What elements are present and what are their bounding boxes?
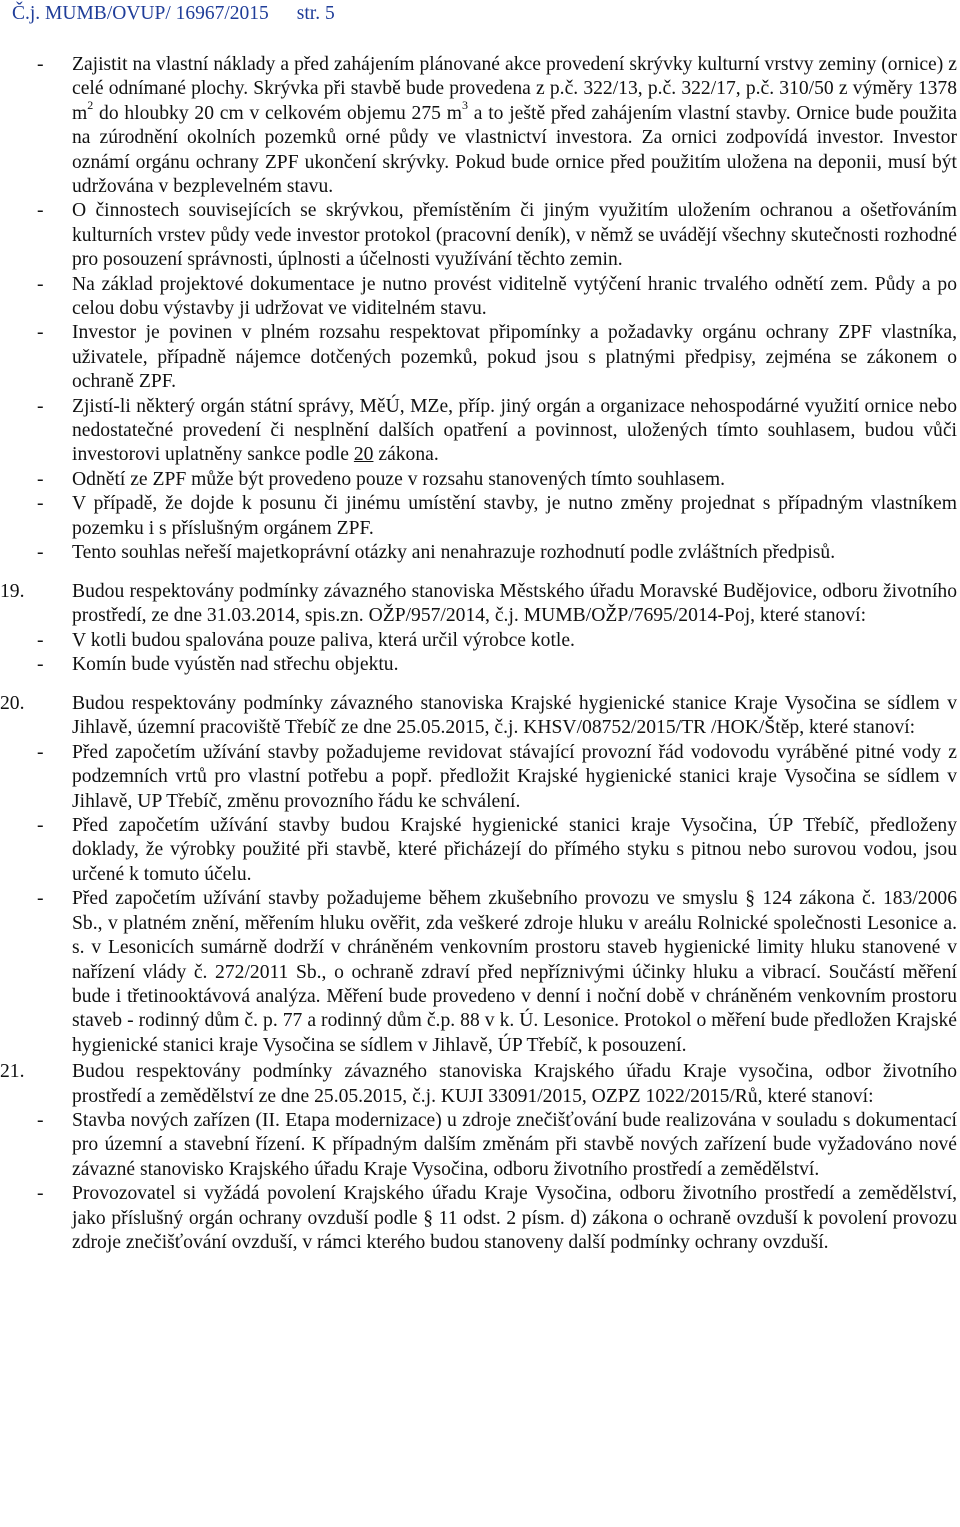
list-item: - Před započetím užívání stavby požadujeme během zkušebního provozu ve smyslu § 124 zákona č. 183/2006 Sb., v platném znění, měřením hluku ověřit, zda veškeré zdroje hluku v areálu Rolnické společnosti Lesonice a. s. v Lesonicích sumárně dodrží v chráněném venkovním prostoru staveb hygienické limity hluku stanovené v nařízení vlády č. 272/2011 Sb., o ochraně zdraví před nepříznivými účinky hluku a vibrací. Součástí měření bude i třetinooktávová analýza. Měření bude provedeno v denní i noční době v chráněném venkovním prostoru staveb - rodinný dům č. p. 77 a rodinný dům č.p. 88 v k. Ú. Lesonice. Protokol o měření bude předložen Krajské hygienické stanici kraje Vysočina se sídlem v Jihlavě, ÚP Třebíč, k posouzení. [37,888,957,1056]
list-item: - Na základ projektové dokumentace je nutno provést viditelně vytýčení hranic trvalého odnětí zem. Půdy a po celou dobu výstavby ji udržovat ve viditelném stavu. [37,273,957,319]
list-item: - Před započetím užívání stavby požadujeme revidovat stávající provozní řád vodovodu vyráběné pitné vody z podzemních vrtů pro vlastní potřebu a popř. předložit Krajské hygienické stanici kraje Vysočina se sídlem v Jihlavě, UP Třebíč, změnu provozního řádu ke schválení. [37,741,957,812]
list-item: - V kotli budou spalována pouze paliva, která určil výrobce kotle. [37,629,575,651]
item-number: 19. [0,580,25,602]
numbered-item-21 [0,1060,957,1255]
list-item: - O činnostech souvisejících se skrývkou, přemístěním či jiným využitím uložením ochranou a ošetřováním kulturních vrstev půdy vede investor protokol (pracovní deník), v němž se uvádějí všechny skutečnosti rozhodné pro posouzení správnosti, úplnosti a účelnosti využívání těchto zemin. [37,200,957,271]
list-item: - Investor je povinen v plném rozsahu respektovat připomínky a požadavky orgánu ochrany ZPF vlastníka, uživatele, případně nájemce dotčených pozemků, pokud jsou s platnými předpisy, zejména se zákonem o ochraně ZPF. [37,322,957,393]
list-item: - Zajistit na vlastní náklady a před zahájením plánované akce provedení skrývky kulturní vrstvy zeminy (ornice) z celé odnímané plochy. Skrývka při stavbě bude provedena z p.č. 322/13, p.č. 322/17, p.č. 310/50 z výměry 1378 $m^2$ do hloubky 20 cm v celkovém objemu 275 $m^3$ a to ještě před zahájením vlastní stavby. Ornice bude použita na zúrodnění okolních pozemků orné půdy ve vlastnictví investora. Za ornici zodpovídá investor. Investor oznámí orgánu ochrany ZPF ukončení skrývky. Pokud bude ornice před použitím uložena na deponii, musí být udržována v bezplevelném stavu. [37,53,957,197]
numbered-item-19 [0,580,957,678]
list-item: - Komín bude vyústěn nad střechu objektu. [37,654,399,676]
list-item: - Tento souhlas neřeší majetkoprávní otázky ani nenahrazuje rozhodnutí podle zvláštních předpisů. [37,542,836,564]
list-item: - Odnětí ze ZPF může být provedeno pouze v rozsahu stanovených tímto souhlasem. [37,468,725,490]
list-item: - V případě, že dojde k posunu či jinému umístění stavby, je nutno změny projednat s případným vlastníkem pozemku i s příslušným orgánem ZPF. [37,493,957,539]
item-text: Budou respektovány podmínky závazného stanoviska Krajské hygienické stanice Kraje Vysočina se sídlem v Jihlavě, územní pracoviště Třebíč ze dne 25.05.2015, č.j. KHSV/08752/2015/TR /HOK/Štěp, které stanoví: [72,693,957,739]
item-number: 21. [0,1061,25,1083]
conditions-list [37,53,957,566]
sub-list [37,741,957,1058]
item-text: Budou respektovány podmínky závazného stanoviska Městského úřadu Moravské Budějovice, odboru životního prostředí, ze dne 31.03.2014, spis.zn. OŽP/957/2014, č.j. MUMB/OŽP/7695/2014-Poj, které stanoví: [72,580,957,627]
item-number: 20. [0,693,25,715]
page-header [12,1,335,27]
numbered-item-20 [0,692,957,1058]
list-item: - Provozovatel si vyžádá povolení Krajského úřadu Kraje Vysočina, odboru životního prostředí a zemědělství, jako příslušný orgán ochrany ovzduší podle § 11 odst. 2 písm. d) zákona o ochraně ovzduší k povolení provozu zdroje znečišťování ovzduší, v rámci kterého budou stanoveny další podmínky ochrany ovzduší. [37,1183,957,1253]
list-item: - Stavba nových zařízen (II. Etapa modernizace) u zdroje znečišťování bude realizována v souladu s dokumentací pro územní a stavební řízení. K případným dalším změnám při stavbě nových zařízení bude vyžadováno nové závazné stanovisko Krajského úřadu Kraje Vysočina, odboru životního prostředí a zemědělství. [37,1109,957,1180]
sub-list [37,629,957,678]
document-body [0,29,957,1256]
item-text: Budou respektovány podmínky závazného stanoviska Krajského úřadu Kraje vysočina, odbor životního prostředí a zemědělství ze dne 25.05.2015, č.j. KUJI 33091/2015, OZPZ 1022/2015/Rů, které stanoví: [72,1061,957,1107]
sub-list [37,1109,957,1255]
document-reference: Č.j. MUMB/OVUP/ 16967/2015 [12,3,269,24]
list-item: - Před započetím užívání stavby budou Krajské hygienické stanici kraje Vysočina, ÚP Třebíč, předloženy doklady, že výrobky použité při stavbě, které přicházejí do přímého styku s pitnou nebo surovou vodou, jsou určené k tomuto účelu. [37,815,957,885]
list-item: - Zjistí-li některý orgán státní správy, MěÚ, MZe, příp. jiný orgán a organizace nehospodárné využití ornice nebo nedostatečné provedení či nesplnění dalších opatření a povinnost, uložených tímto souhlasem, budou vůči investorovi uplatněny sankce podle 20 zákona. [37,395,957,466]
page-number: str. 5 [296,3,335,24]
